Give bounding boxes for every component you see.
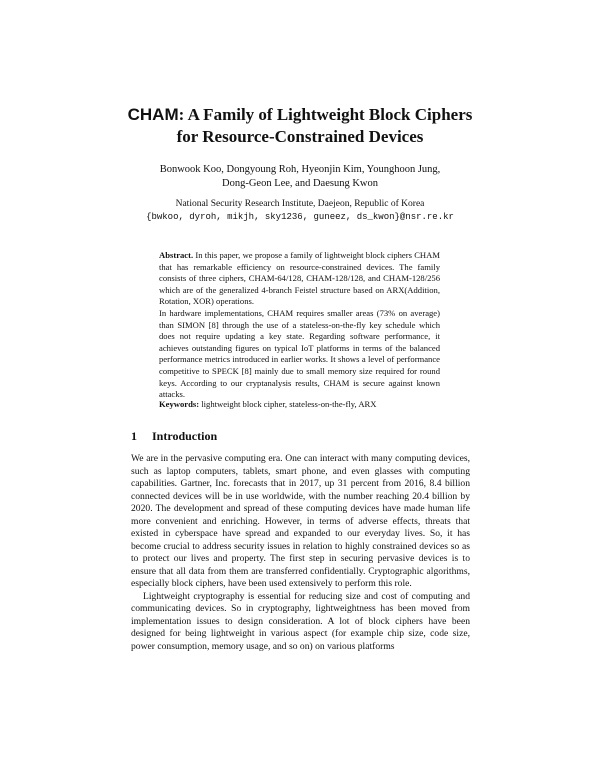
section-title: Introduction <box>152 429 218 443</box>
section-heading <box>131 428 217 444</box>
abstract-label: Abstract. <box>159 250 194 260</box>
authors-line1: Bonwook Koo, Dongyoung Roh, Hyeonjin Kim, Younghoon Jung, <box>159 164 441 175</box>
introduction-body <box>131 453 470 653</box>
title-line2: for Resource-Constrained Devices <box>176 127 424 146</box>
intro-paragraph-2: Lightweight cryptography is essential for reducing size and cost of computing and communicating devices. So in cryptography, lightweightness has been moved from implementation issues to design consideration. A lot of block ciphers have been designed for being lightweight in various aspect (for example chip size, code size, power consumption, memory usage, and so on) on various platforms <box>131 590 470 652</box>
section-number: 1 <box>131 429 137 443</box>
abstract-text-1: In this paper, we propose a family of lightweight block ciphers CHAM that has remarkable efficiency on resource-constrained devices. The family consists of three ciphers, CHAM-64/128, CHAM-128/128, and CHAM-128/256 which are of the generalized 4-branch Feistel structure based on ARX(Addition, Rotation, XOR) operations. <box>159 250 440 307</box>
abstract-paragraph-1 <box>159 250 440 308</box>
abstract <box>159 250 440 401</box>
keywords <box>159 399 440 411</box>
keywords-text: lightweight block cipher, stateless-on-the-fly, ARX <box>199 399 377 409</box>
paper-title <box>100 104 500 148</box>
title-cipher-name: CHAM <box>127 105 179 124</box>
institution: National Security Research Institute, Daejeon, Republic of Korea <box>175 199 425 209</box>
author-emails: {bwkoo, dyroh, mikjh, sky1236, guneez, ds_kwon}@nsr.re.kr <box>146 212 454 222</box>
keywords-label: Keywords: <box>159 399 200 409</box>
authors-line2: Dong-Geon Lee, and Daesung Kwon <box>222 178 378 189</box>
intro-paragraph-1: We are in the pervasive computing era. One can interact with many computing devices, such as laptop computers, tablets, smart phone, and even glasses with computing capabilities. Gartner, Inc. forecasts that in 2017, up 31 percent from 2016, 8.4 billion connected devices will be in use worldwide, with the number reaching 20.4 billion by 2020. The development and spread of these computing devices have made human life more convenient and enriching. However, in terms of adverse effects, threats that existed in cyberspace have spread and expanded to our everyday lives. So, it has become crucial to address security issues in relation to highly constrained devices so as to protect our lives and property. The first step in securing pervasive devices is to ensure that all data from them are transferred confidentially. Cryptographic algorithms, especially block ciphers, have been used extensively to perform this role. <box>131 453 470 589</box>
author-list <box>120 163 480 191</box>
title-line1-rest: : A Family of Lightweight Block Ciphers <box>178 105 473 124</box>
affiliation <box>120 198 480 224</box>
abstract-paragraph-2: In hardware implementations, CHAM requires smaller areas (73% on average) than SIMON [8] through the use of a stateless-on-the-fly key schedule which does not require updating a key state. Regarding software performance, it achieves outstanding figures on typical IoT platforms in terms of the balanced performance metrics introduced in earlier works. It shows a level of performance competitive to SPECK [8] mainly due to small memory size required for round keys. According to our cryptanalysis results, CHAM is secure against known attacks. <box>159 307 440 400</box>
